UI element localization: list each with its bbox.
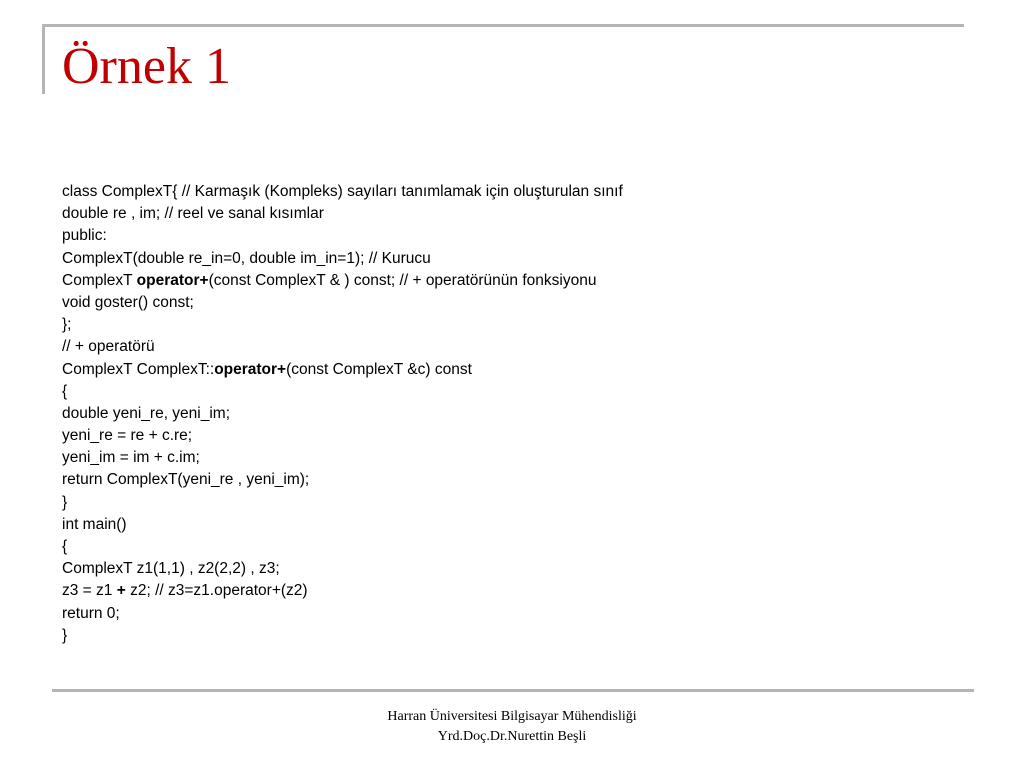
code-block (62, 181, 962, 647)
code-keyword-bold: + (116, 582, 126, 600)
code-line (62, 625, 962, 647)
code-keyword-bold: operator+ (214, 360, 287, 378)
code-text: z2; // z3=z1.operator+(z2) (125, 582, 308, 600)
code-text: return ComplexT(yeni_re , yeni_im); (62, 471, 310, 489)
code-text: ComplexT(double re_in=0, double im_in=1); // Kurucu (62, 249, 431, 267)
code-line (62, 580, 962, 602)
code-line (62, 203, 962, 225)
code-text: class ComplexT{ // Karmaşık (Kompleks) sayıları tanımlamak için oluşturulan sınıf (62, 183, 623, 200)
code-line (62, 492, 962, 514)
code-line (62, 469, 962, 491)
footer-author: Yrd.Doç.Dr.Nurettin Beşli (437, 729, 587, 744)
code-text: double yeni_re, yeni_im; (62, 404, 231, 422)
code-text: { (62, 382, 68, 400)
code-text: ComplexT (62, 271, 137, 289)
frame-top-border (42, 24, 964, 27)
code-text: z3 = z1 (62, 582, 117, 600)
code-text: (const ComplexT &c) const (286, 360, 472, 378)
code-text: yeni_im = im + c.im; (62, 449, 200, 467)
code-line (62, 292, 962, 314)
code-line (62, 314, 962, 336)
code-text: ComplexT ComplexT:: (62, 360, 215, 378)
code-line (62, 359, 962, 381)
code-text: ComplexT z1(1,1) , z2(2,2) , z3; (62, 560, 280, 578)
code-line (62, 270, 962, 292)
code-text: // + operatörü (62, 338, 155, 356)
code-line (62, 603, 962, 625)
code-line (62, 514, 962, 536)
code-text: } (62, 626, 68, 644)
footer-institution: Harran Üniversitesi Bilgisayar Mühendisliği (387, 709, 637, 724)
code-text: }; (62, 316, 72, 334)
code-line (62, 381, 962, 403)
code-line (62, 181, 962, 203)
code-text: } (62, 493, 68, 511)
code-text: { (62, 538, 68, 555)
slide-title: Örnek 1 (62, 38, 231, 95)
code-text: int main() (62, 515, 127, 533)
code-text: (const ComplexT & ) const; // + operatörünün fonksiyonu (208, 271, 597, 289)
code-line (62, 248, 962, 270)
code-text: yeni_re = re + c.re; (62, 427, 193, 445)
code-line (62, 536, 962, 558)
code-line (62, 447, 962, 469)
code-keyword-bold: operator+ (136, 271, 209, 289)
code-text: double re , im; // reel ve sanal kısımlar (62, 205, 324, 223)
code-text: return 0; (62, 604, 120, 622)
code-line (62, 336, 962, 358)
code-text: void goster() const; (62, 293, 194, 311)
code-line (62, 558, 962, 580)
code-line (62, 425, 962, 447)
frame-left-border (42, 24, 45, 94)
slide-footer (300, 707, 724, 747)
code-text: public: (62, 227, 107, 245)
code-line (62, 225, 962, 247)
code-line (62, 403, 962, 425)
footer-divider (52, 689, 974, 692)
